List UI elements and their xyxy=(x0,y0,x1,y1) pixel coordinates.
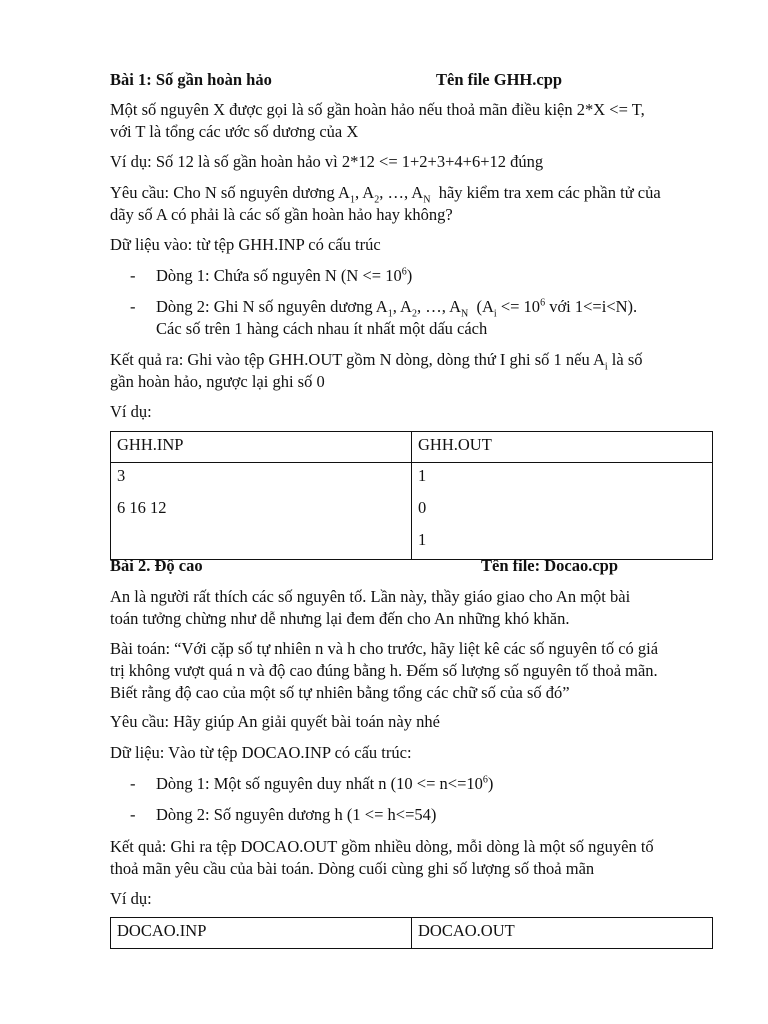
bai2-requirement: Yêu cầu: Hãy giúp An giải quyết bài toán này nhé xyxy=(110,712,440,731)
bai2-example-table xyxy=(110,917,713,949)
bai1-def-line2: với T là tổng các ước số dương của X xyxy=(110,122,359,141)
bai1-filename: Tên file GHH.cpp xyxy=(436,70,563,89)
out-line: 1 xyxy=(418,530,427,549)
bai1-out-line2: gần hoàn hảo, ngược lại ghi số 0 xyxy=(110,372,325,391)
bai1-example-text: Ví dụ: Số 12 là số gần hoàn hảo vì 2*12 <= 1+2+3+4+6+12 đúng xyxy=(110,152,544,171)
table-header-out: GHH.OUT xyxy=(412,432,713,463)
bai1-vidu: Ví dụ: xyxy=(110,402,152,421)
table-header-inp: DOCAO.INP xyxy=(111,918,412,949)
bai2-problem-line2: trị không vượt quá n và độ cao đúng bằng h. Đếm số lượng số nguyên tố thoả mãn. xyxy=(110,661,658,680)
table-header-inp: GHH.INP xyxy=(111,432,412,463)
bai2-title: Bài 2. Độ cao xyxy=(110,556,203,575)
bai2-problem-line1: Bài toán: “Với cặp số tự nhiên n và h cho trước, hãy liệt kê các số nguyên tố có giá xyxy=(110,639,659,658)
bai1-out-line1: Kết quả ra: Ghi vào tệp GHH.OUT gồm N dòng, dòng thứ I ghi số 1 nếu $A_i$ là số xyxy=(110,350,643,373)
bai1-title: Bài 1: Số gần hoàn hảo xyxy=(110,70,272,89)
bai2-out-line1: Kết quả: Ghi ra tệp DOCAO.OUT gồm nhiều dòng, mỗi dòng là một số nguyên tố xyxy=(110,837,654,856)
table-header-out: DOCAO.OUT xyxy=(412,918,713,949)
bai1-example-table xyxy=(110,431,713,560)
bai2-output xyxy=(110,836,720,880)
bai2-filename: Tên file: Docao.cpp xyxy=(481,556,619,575)
bai1-requirement xyxy=(110,182,720,226)
bai2-input-title: Dữ liệu: Vào từ tệp DOCAO.INP có cấu trúc: xyxy=(110,743,412,762)
bai1-definition xyxy=(110,99,720,143)
bai1-req-line1: Yêu cầu: Cho N số nguyên dương $A_1$, $A_2$, …, $A_N$ hãy kiểm tra xem các phần tử của xyxy=(110,183,661,206)
bai2-intro xyxy=(110,586,720,630)
table-cell-out xyxy=(412,463,713,560)
inp-line: 6 16 12 xyxy=(117,498,167,517)
inp-line: 3 xyxy=(117,466,126,485)
bai1-req-line2: dãy số A có phải là các số gần hoàn hảo hay không? xyxy=(110,205,453,224)
bai2-problem-line3: Biết rằng độ cao của một số tự nhiên bằng tổng các chữ số của số đó” xyxy=(110,683,570,702)
bai2-problem xyxy=(110,638,720,704)
out-line: 0 xyxy=(418,498,427,517)
table-cell-inp xyxy=(111,463,412,560)
bai2-vidu: Ví dụ: xyxy=(110,889,152,908)
bai1-def-line1: Một số nguyên X được gọi là số gần hoàn hảo nếu thoả mãn điều kiện 2*X <= T, xyxy=(110,100,645,119)
bai1-output xyxy=(110,349,720,393)
out-line: 1 xyxy=(418,466,427,485)
bai2-out-line2: thoả mãn yêu cầu của bài toán. Dòng cuối cùng ghi số lượng số thoả mãn xyxy=(110,859,595,878)
bai1-input-title: Dữ liệu vào: từ tệp GHH.INP có cấu trúc xyxy=(110,235,381,254)
bai2-intro-line2: toán tưởng chừng như dễ nhưng lại đem đến cho An những khó khăn. xyxy=(110,609,570,628)
bai2-intro-line1: An là người rất thích các số nguyên tố. Lần này, thầy giáo giao cho An một bài xyxy=(110,587,631,606)
